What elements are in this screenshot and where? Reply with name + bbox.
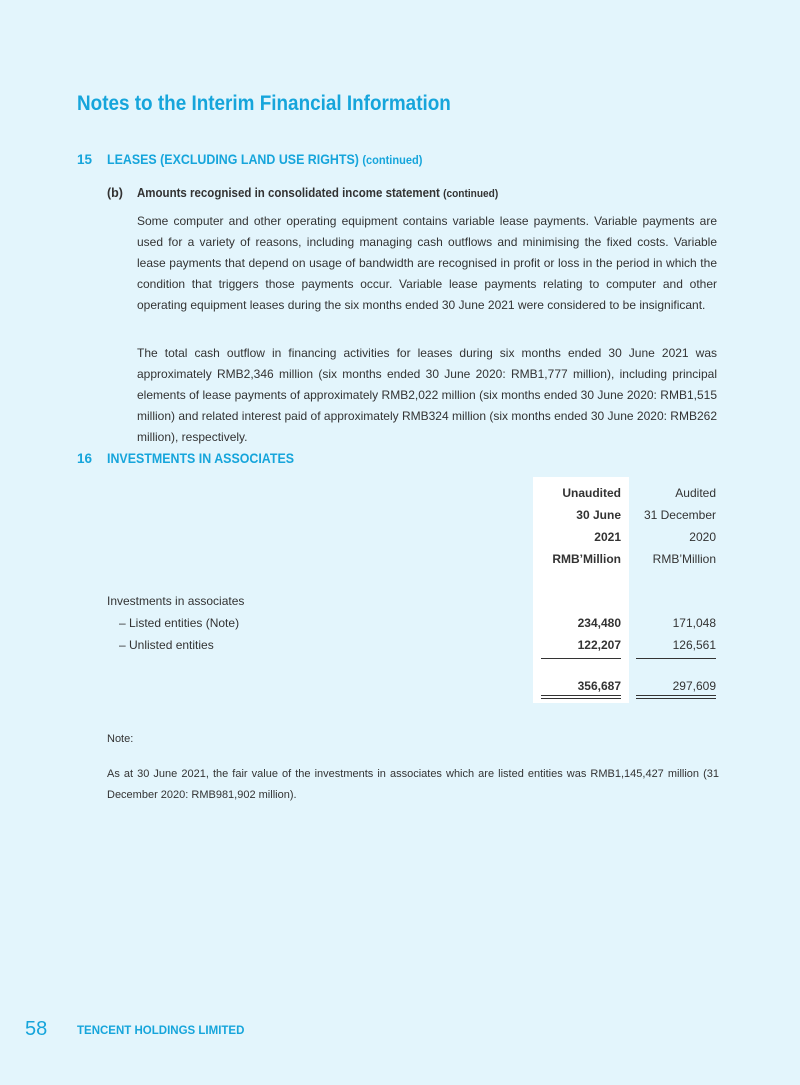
section-16-title: INVESTMENTS IN ASSOCIATES <box>107 451 295 466</box>
total-2020: 297,609 <box>672 679 716 693</box>
section-15-number: 15 <box>77 152 93 167</box>
total-2021: 356,687 <box>577 679 621 693</box>
column-header-2020-line2: 31 December <box>643 508 716 522</box>
paragraph-variable-lease-payments: Some computer and other operating equipment contains variable lease payments. Variable payments are used for a variety of reasons, including managing cash outflows and minimising the fixed costs. Variable lease payments that depend on usage of bandwidth are recognised in profit or loss in the period in which the condition that triggers those payments occur. Variable lease payments relating to computer and other operating equipment leases during the six months ended 30 June 2021 were considered to be insignificant. <box>137 214 717 312</box>
value-listed-2020: 171,048 <box>672 616 716 630</box>
column-header-2021-line2: 30 June <box>576 508 621 522</box>
company-name: TENCENT HOLDINGS LIMITED <box>77 1025 245 1037</box>
page-title: Notes to the Interim Financial Information <box>77 92 451 115</box>
column-header-2020-line1: Audited <box>675 486 716 500</box>
subsection-b-title <box>137 186 498 200</box>
section-16-number: 16 <box>77 451 93 466</box>
paragraph-total-cash-outflow: The total cash outflow in financing activities for leases during six months ended 30 June 2021 was approximately RMB2,346 million (six months ended 30 June 2020: RMB1,777 million), including principal elements of lease payments of approximately RMB2,022 million (six months ended 30 June 2020: RMB1,515 million) and related interest paid of approximately RMB324 million (six months ended 30 June 2020: RMB262 million), respectively. <box>137 346 717 444</box>
section-15-title <box>107 152 422 167</box>
row-label-unlisted: – Unlisted entities <box>119 638 214 652</box>
page-number: 58 <box>25 1018 48 1040</box>
value-unlisted-2021: 122,207 <box>577 638 621 652</box>
subsection-b-continued: (continued) <box>443 188 499 200</box>
column-header-2020-line3: 2020 <box>689 530 716 544</box>
column-header-2020-line4: RMB’Million <box>652 552 716 566</box>
subsection-b-title-text: Amounts recognised in consolidated income statement <box>137 186 440 200</box>
group-label-investments: Investments in associates <box>107 594 245 608</box>
note-label: Note: <box>107 733 134 745</box>
value-unlisted-2020: 126,561 <box>672 638 716 652</box>
column-header-2021-line4: RMB’Million <box>552 552 621 566</box>
column-header-2021-line3: 2021 <box>594 530 621 544</box>
subsection-b-letter: (b) <box>107 186 123 200</box>
total-double-rule-2020 <box>636 695 716 699</box>
total-double-rule-2021 <box>541 695 621 699</box>
note-text: As at 30 June 2021, the fair value of the investments in associates which are listed entities was RMB1,145,427 million (31 December 2020: RMB981,902 million). <box>107 768 719 801</box>
section-15-continued: (continued) <box>362 153 423 167</box>
column-header-2020 <box>596 482 716 570</box>
subtotal-rule-2021 <box>541 658 621 659</box>
value-listed-2021: 234,480 <box>577 616 621 630</box>
row-label-listed: – Listed entities (Note) <box>119 616 240 630</box>
section-15-title-text: LEASES (EXCLUDING LAND USE RIGHTS) <box>107 152 359 167</box>
column-header-2021-line1: Unaudited <box>562 486 621 500</box>
subtotal-rule-2020 <box>636 658 716 659</box>
